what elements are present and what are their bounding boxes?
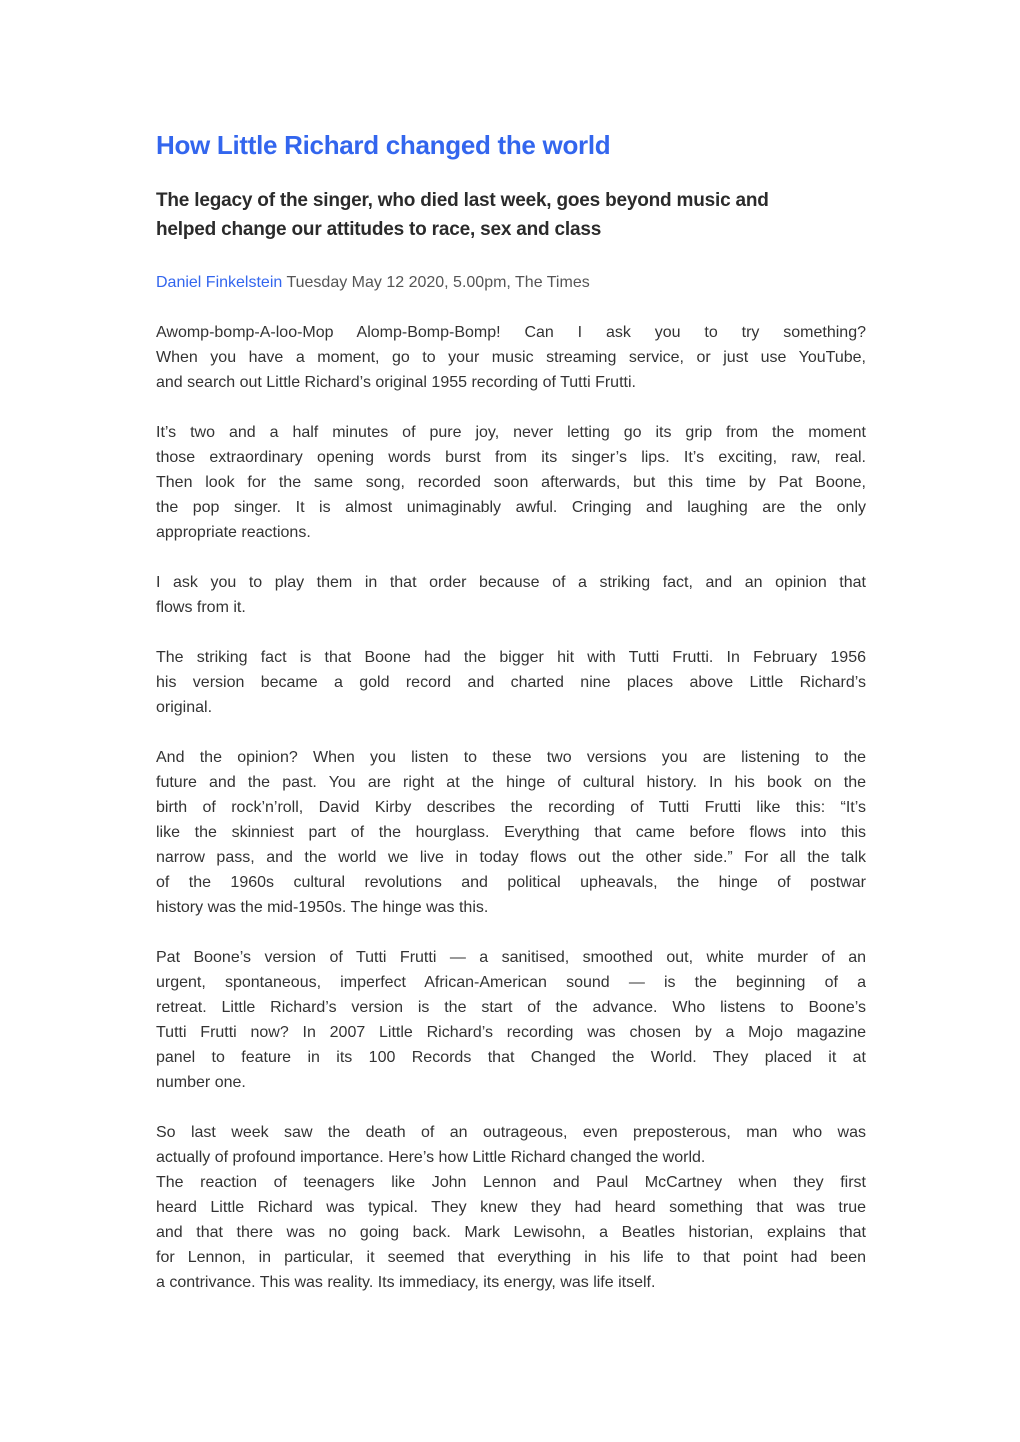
- text-line: narrow pass, and the world we live in today flows out the other side.” For all the talk: [156, 849, 866, 866]
- text-line: history was the mid-1950s. The hinge was this.: [156, 899, 489, 916]
- text-line: appropriate reactions.: [156, 524, 311, 541]
- text-line: and that there was no going back. Mark Lewisohn, a Beatles historian, explains that: [156, 1224, 866, 1241]
- text-line: birth of rock’n’roll, David Kirby describes the recording of Tutti Frutti like this: “It’s: [156, 799, 866, 816]
- text-line: The reaction of teenagers like John Lennon and Paul McCartney when they first: [156, 1174, 866, 1191]
- text-line: like the skinniest part of the hourglass. Everything that came before flows into this: [156, 824, 866, 841]
- article-title: How Little Richard changed the world: [156, 130, 611, 160]
- subtitle-line: The legacy of the singer, who died last week, goes beyond music and: [156, 190, 769, 211]
- text-line: actually of profound importance. Here’s how Little Richard changed the world.: [156, 1149, 706, 1166]
- paragraph: [156, 420, 866, 545]
- text-line: and search out Little Richard’s original 1955 recording of Tutti Frutti.: [156, 374, 636, 391]
- text-line: So last week saw the death of an outrageous, even preposterous, man who was: [156, 1124, 866, 1141]
- article-body: [156, 320, 866, 1295]
- paragraph: [156, 645, 866, 720]
- text-line: number one.: [156, 1074, 246, 1091]
- byline: [156, 270, 866, 295]
- paragraph: [156, 570, 866, 620]
- text-line: panel to feature in its 100 Records that Changed the World. They placed it at: [156, 1049, 866, 1066]
- text-line: his version became a gold record and charted nine places above Little Richard’s: [156, 674, 866, 691]
- text-line: Pat Boone’s version of Tutti Frutti — a sanitised, smoothed out, white murder of an: [156, 949, 866, 966]
- text-line: for Lennon, in particular, it seemed that everything in his life to that point had been: [156, 1249, 866, 1266]
- text-line: of the 1960s cultural revolutions and political upheavals, the hinge of postwar: [156, 874, 866, 891]
- text-line: original.: [156, 699, 213, 716]
- paragraph: [156, 945, 866, 1095]
- text-line: the pop singer. It is almost unimaginably awful. Cringing and laughing are the only: [156, 499, 866, 516]
- text-line: a contrivance. This was reality. Its immediacy, its energy, was life itself.: [156, 1274, 656, 1291]
- subtitle-line: helped change our attitudes to race, sex and class: [156, 219, 602, 240]
- publication-details: Tuesday May 12 2020, 5.00pm, The Times: [286, 274, 590, 291]
- text-line: I ask you to play them in that order because of a striking fact, and an opinion that: [156, 574, 866, 591]
- text-line: urgent, spontaneous, imperfect African-American sound — is the beginning of a: [156, 974, 866, 991]
- paragraph: [156, 1120, 866, 1170]
- document-page: [156, 126, 866, 1295]
- text-line: It’s two and a half minutes of pure joy, never letting go its grip from the moment: [156, 424, 866, 441]
- text-line: retreat. Little Richard’s version is the start of the advance. Who listens to Boone’s: [156, 999, 866, 1016]
- paragraph: [156, 745, 866, 920]
- text-line: those extraordinary opening words burst from its singer’s lips. It’s exciting, raw, real.: [156, 449, 866, 466]
- paragraph: [156, 1170, 866, 1295]
- text-line: The striking fact is that Boone had the bigger hit with Tutti Frutti. In February 1956: [156, 649, 866, 666]
- article-subtitle: [156, 186, 866, 244]
- text-line: Tutti Frutti now? In 2007 Little Richard’s recording was chosen by a Mojo magazine: [156, 1024, 866, 1041]
- text-line: When you have a moment, go to your music streaming service, or just use YouTube,: [156, 349, 866, 366]
- text-line: Awomp-bomp-A-loo-Mop Alomp-Bomp-Bomp! Can I ask you to try something?: [156, 324, 866, 341]
- text-line: And the opinion? When you listen to these two versions you are listening to the: [156, 749, 866, 766]
- text-line: future and the past. You are right at the hinge of cultural history. In his book on the: [156, 774, 866, 791]
- text-line: Then look for the same song, recorded soon afterwards, but this time by Pat Boone,: [156, 474, 866, 491]
- text-line: heard Little Richard was typical. They knew they had heard something that was true: [156, 1199, 866, 1216]
- paragraph: [156, 320, 866, 395]
- author-link[interactable]: Daniel Finkelstein: [156, 274, 283, 291]
- text-line: flows from it.: [156, 599, 246, 616]
